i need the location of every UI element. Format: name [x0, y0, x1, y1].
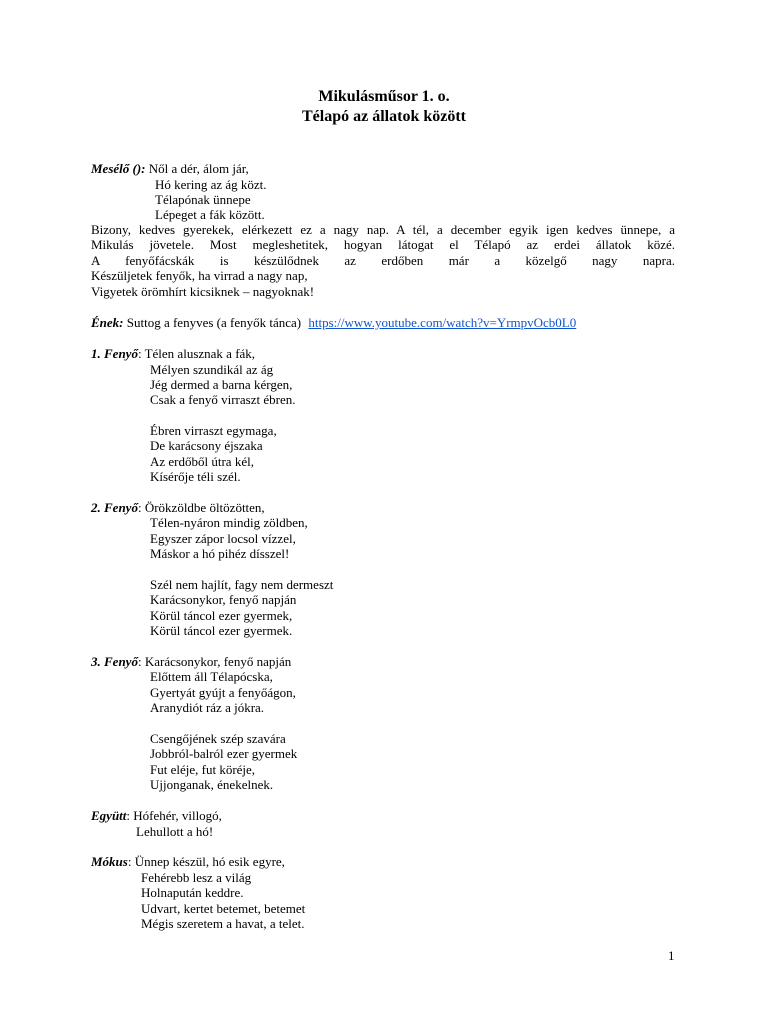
prose-line: Készüljetek fenyők, ha virrad a nagy nap, — [91, 268, 308, 283]
verse-line: Udvart, kertet betemet, betemet — [141, 901, 306, 916]
verse-line: Ébren virraszt egymaga, — [150, 423, 277, 438]
verse-line: Ujjonganak, énekelnek. — [150, 777, 274, 792]
egyutt-line-1: Együtt: Hófehér, villogó, — [91, 808, 222, 823]
prose-line: Vigyetek örömhírt kicsiknek – nagyoknak! — [91, 284, 315, 299]
verse-line: De karácsony éjszaka — [150, 438, 263, 453]
speaker-label: 3. Fenyő — [91, 654, 138, 669]
verse-line: Csengőjének szép szavára — [150, 731, 286, 746]
document-title: Mikulásműsor 1. o. — [318, 88, 450, 105]
verse-line: Jobbról-balról ezer gyermek — [150, 746, 298, 761]
verse-line: Az erdőből útra kél, — [150, 454, 254, 469]
verse-line: Hófehér, villogó, — [133, 808, 222, 823]
enek-line — [91, 315, 576, 330]
mokus-line-1: Mókus: Ünnep készül, hó esik egyre, — [91, 854, 285, 869]
verse-line: Máskor a hó pihéz dísszel! — [150, 546, 290, 561]
prose-line: A fenyőfácskák is készülődnek az erdőben már a közelgő nagy napra. — [91, 253, 675, 268]
verse-line: Kísérője téli szél. — [150, 469, 241, 484]
speaker-label: 2. Fenyő — [91, 500, 138, 515]
fenyo2-line-1: 2. Fenyő: Örökzöldbe öltözötten, — [91, 500, 265, 515]
verse-line: Szél nem hajlít, fagy nem dermeszt — [150, 577, 334, 592]
speaker-label: Mókus — [91, 854, 128, 869]
prose-line: Bizony, kedves gyerekek, elérkezett ez a nagy nap. A tél, a december egyik igen kedves ünnepe, a — [91, 222, 675, 237]
verse-line: Mélyen szundikál az ág — [150, 362, 274, 377]
verse-line: Körül táncol ezer gyermek, — [150, 608, 293, 623]
speaker-label: Mesélő (): — [91, 161, 146, 176]
verse-line: Mégis szeretem a havat, a telet. — [141, 916, 305, 931]
verse-line: Ünnep készül, hó esik egyre, — [134, 854, 285, 869]
verse-line: Jég dermed a barna kérgen, — [150, 377, 293, 392]
verse-line: Csak a fenyő virraszt ébren. — [150, 392, 296, 407]
verse-line: Örökzöldbe öltözötten, — [144, 500, 265, 515]
verse-line: Fehérebb lesz a világ — [141, 870, 252, 885]
verse-line: Előttem áll Télapócska, — [150, 669, 273, 684]
speaker-label: 1. Fenyő — [91, 346, 138, 361]
fenyo1-line-1: 1. Fenyő: Télen alusznak a fák, — [91, 346, 256, 361]
verse-line: Gyertyát gyújt a fenyőágon, — [150, 685, 296, 700]
document-subtitle: Télapó az állatok között — [302, 108, 466, 125]
verse-line: Télen-nyáron mindig zöldben, — [150, 515, 308, 530]
verse-line: Télapónak ünnepe — [155, 192, 251, 207]
verse-line: Nől a dér, álom jár, — [148, 161, 249, 176]
youtube-link[interactable]: https://www.youtube.com/watch?v=YrmpvOcb0L0 — [308, 315, 577, 330]
verse-line: Karácsonykor, fenyő napján — [150, 592, 297, 607]
verse-line: Fut eléje, fut köréje, — [150, 762, 256, 777]
verse-line: Télen alusznak a fák, — [144, 346, 256, 361]
verse-line: Egyszer zápor locsol vízzel, — [150, 531, 296, 546]
song-title: Suttog a fenyves (a fenyők tánca) — [126, 315, 302, 330]
speaker-label: Együtt — [91, 808, 127, 823]
verse-line: Karácsonykor, fenyő napján — [144, 654, 292, 669]
verse-line: Holnapután keddre. — [141, 885, 244, 900]
meselo-line-1 — [91, 161, 249, 176]
verse-line: Lehullott a hó! — [136, 824, 214, 839]
page-number: 1 — [668, 948, 675, 963]
verse-line: Körül táncol ezer gyermek. — [150, 623, 293, 638]
speaker-label: Ének: — [91, 315, 124, 330]
verse-line: Hó kering az ág közt. — [155, 177, 267, 192]
prose-line: Mikulás jövetele. Most megleshetitek, hogyan látogat el Télapó az erdei állatok közé. — [91, 237, 675, 252]
verse-line: Aranydiót ráz a jókra. — [150, 700, 265, 715]
verse-line: Lépeget a fák között. — [155, 207, 265, 222]
fenyo3-line-1: 3. Fenyő: Karácsonykor, fenyő napján — [91, 654, 292, 669]
